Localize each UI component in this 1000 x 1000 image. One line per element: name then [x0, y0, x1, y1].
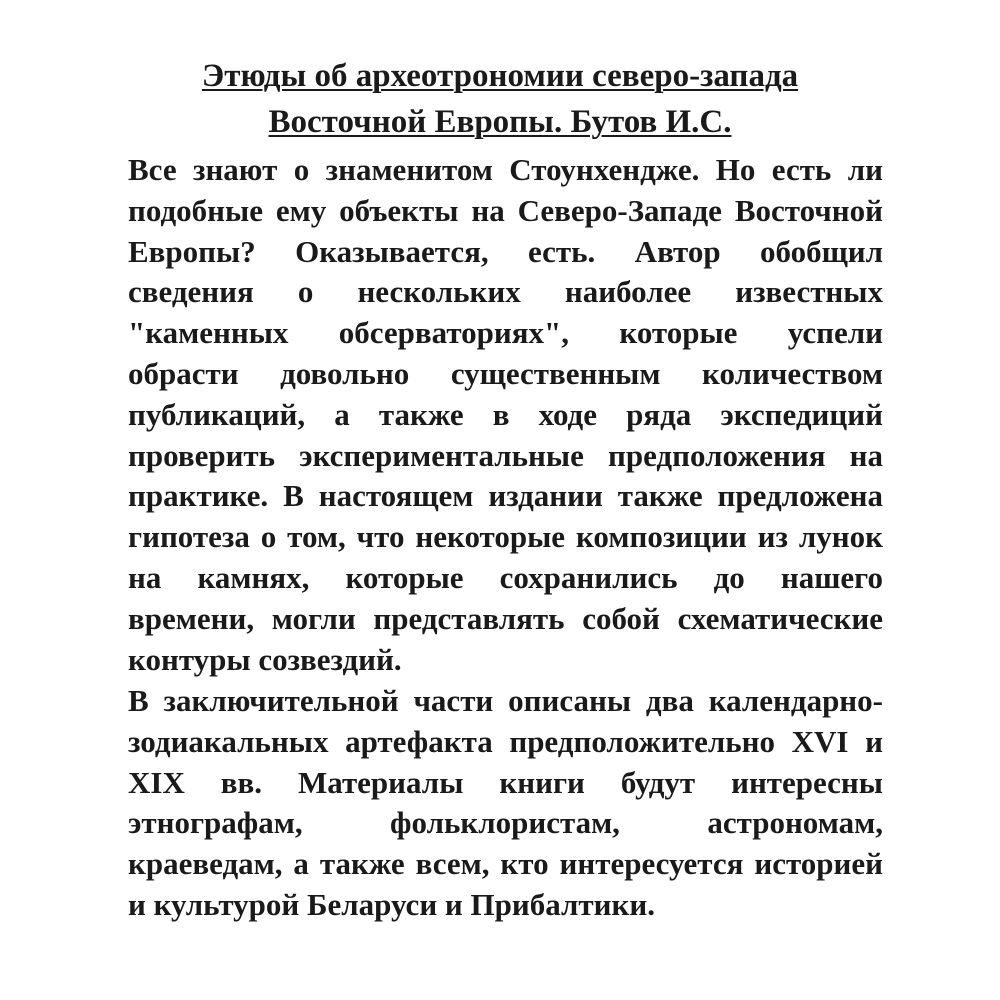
paragraph-1	[128, 150, 883, 680]
paragraph-line: на камнях, которые сохранились до нашего	[128, 559, 883, 595]
title-line-2: Восточной Европы. Бутов И.С.	[268, 104, 732, 140]
paragraph-line: гипотеза о том, что некоторые композиции из лунок	[128, 519, 883, 555]
paragraph-line: обрасти довольно существенным количеством	[128, 355, 883, 391]
paragraph-line: Все знают о знаменитом Стоунхендже. Но есть ли	[128, 152, 883, 187]
paragraph-line: "каменных обсерваториях", которые успели	[128, 315, 883, 351]
document-title	[100, 53, 900, 145]
title-line-1: Этюды об археотрономии северо-запада	[201, 58, 799, 94]
paragraph-line: подобные ему объекты на Северо-Западе Восточной	[128, 192, 883, 228]
paragraph-line: этнографам, фольклористам, астрономам,	[128, 805, 883, 841]
paragraph-line: XIX вв. Материалы книги будут интересны	[128, 764, 883, 800]
paragraph-line: контуры созвездий.	[128, 641, 402, 677]
paragraph-line: проверить экспериментальные предположения на	[128, 437, 883, 473]
paragraph-line: времени, могли представлять собой схематические	[128, 600, 883, 636]
paragraph-2	[128, 681, 883, 926]
paragraph-line: краеведам, а также всем, кто интересуется историей	[128, 846, 883, 882]
paragraph-line: В заключительной части описаны два календарно-	[128, 683, 883, 718]
paragraph-line: зодиакальных артефакта предположительно XVI и	[128, 723, 883, 759]
paragraph-line: публикаций, а также в ходе ряда экспедиций	[128, 396, 883, 432]
paragraph-line: сведения о нескольких наиболее известных	[128, 274, 883, 310]
paragraph-line: практике. В настоящем издании также предложена	[128, 478, 883, 514]
paragraph-line: и культурой Беларуси и Прибалтики.	[128, 886, 655, 922]
paragraph-line: Европы? Оказывается, есть. Автор обобщил	[128, 233, 883, 269]
